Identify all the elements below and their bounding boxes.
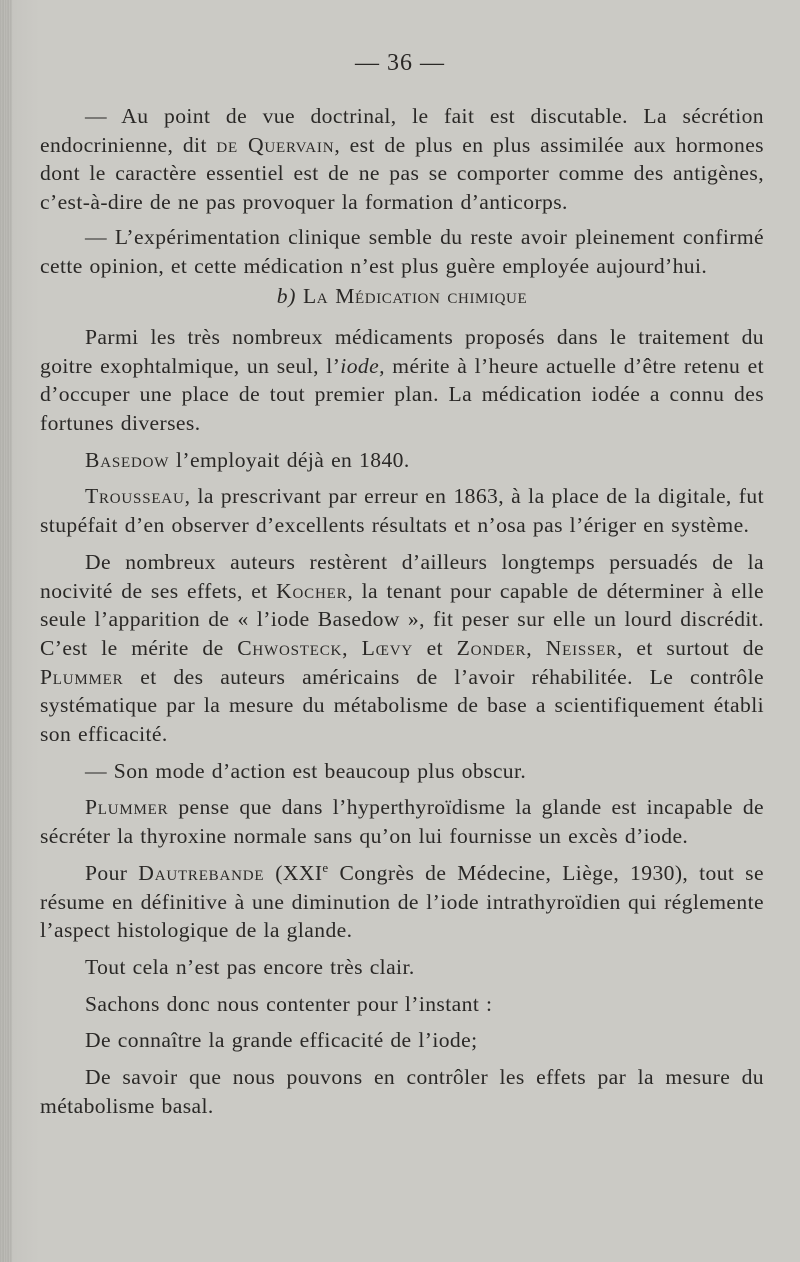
paragraph-clinical: — L’expérimentation clinique semble du reste avoir pleinement confirmé cette opinion, et cette médication n’est plus guère employée aujourd’hui. [40, 224, 764, 278]
paragraph-text: , est de plus en plus assimilée aux hormones dont le caractère essentiel est de ne pas se comporter comme des antigènes, c’est-à-dire de ne pas provoquer la formation d’anticorps. [40, 132, 764, 215]
author-name: Plummer [40, 664, 124, 689]
author-name: de Quervain [216, 132, 335, 157]
paragraph-text: Parmi les très nombreux médicaments proposés dans le traitement du goitre exophtalmique, un seul, l’ [40, 324, 764, 378]
section-heading [40, 282, 764, 311]
paragraph-text: l’employait déjà en 1840. [169, 447, 410, 472]
author-name: Trousseau [85, 484, 185, 509]
paragraph-text: et [412, 635, 443, 660]
paragraph-basedow [40, 446, 764, 475]
author-name: Zonder [456, 635, 527, 660]
author-name: Neisser [545, 635, 617, 660]
paragraph-content: Sachons donc nous contenter pour l’instant : [85, 991, 493, 1016]
paragraph-text: , la tenant pour capable de déterminer à elle seule l’apparition de « l’iode Basedow », fit peser sur elle un lourd discrédit. C’est le mérite de [40, 578, 764, 660]
paragraph-text: (XXI [264, 860, 323, 885]
paragraph-control: De savoir que nous pouvons en contrôler les effets par la mesure du métabolisme basal. [40, 1065, 764, 1118]
body-text [40, 102, 764, 1121]
paragraph-text: Pour [85, 860, 128, 885]
paragraph-action: — Son mode d’action est beaucoup plus obscur. [85, 758, 527, 783]
paragraph-text: mérite à l’heure actuelle d’être retenu et d’occuper une place de tout premier plan. La médication iodée a connu des fortunes diverses. [40, 353, 765, 436]
page-number: — 36 — [355, 50, 445, 76]
paragraph-text: , et surtout de [616, 635, 764, 660]
paragraph-unclear: Tout cela n’est pas encore très clair. [85, 954, 415, 979]
paragraph-dautrebande [40, 859, 764, 945]
paragraph-text: Congrès de Médecine, Liège, 1930), tout se résume en définitive à une diminution de l’iode intrathyroïdien qui réglemente l’aspect histologique de la glande. [40, 860, 764, 943]
page-binding-edge [0, 0, 12, 1262]
paragraph-authors [40, 548, 764, 749]
paragraph-text: De nombreux auteurs restèrent d’ailleurs longtemps persuadés de la nocivité de ses effets, et [40, 549, 764, 603]
section-title: La Médication chimique [303, 284, 528, 309]
author-name: Kocher [276, 578, 348, 603]
paragraph-text: — Au point de vue doctrinal, le fait est discutable. La sécrétion endocrinienne, dit [40, 104, 764, 157]
author-name: Plummer [85, 795, 169, 820]
paragraph-text: pense que dans l’hyperthyroïdisme la glande est incapable de sécréter la thyroxine normale sans qu’on lui fournisse un excès d’iode. [40, 795, 764, 849]
paragraph-text: , la prescrivant par erreur en 1863, à la place de la digitale, fut stupéfait d’en observer d’excellents résultats et n’osa pas l’ériger en système. [40, 484, 764, 538]
author-name: Lœvy [361, 635, 413, 660]
paragraph-trousseau [40, 482, 764, 539]
paragraph-text: et des auteurs américains de l’avoir réhabilitée. Le contrôle systématique par la mesure du métabolisme de base a scientifiquement établi son efficacité. [40, 664, 764, 747]
paragraph-iodine [40, 323, 764, 438]
superscript: e [322, 859, 329, 875]
paragraph-doctrinal [40, 102, 764, 217]
paragraph-text: , [526, 635, 533, 660]
paragraph-plummer [40, 793, 764, 850]
paragraph-text: , [342, 635, 348, 660]
section-letter: b) [276, 284, 296, 309]
author-name: Chwosteck [237, 635, 343, 660]
emphasis-iode: iode, [340, 353, 385, 378]
author-name: Basedow [85, 447, 170, 472]
paragraph-efficacy: De connaître la grande efficacité de l’iode; [85, 1028, 478, 1053]
author-name: Dautrebande [138, 860, 265, 885]
